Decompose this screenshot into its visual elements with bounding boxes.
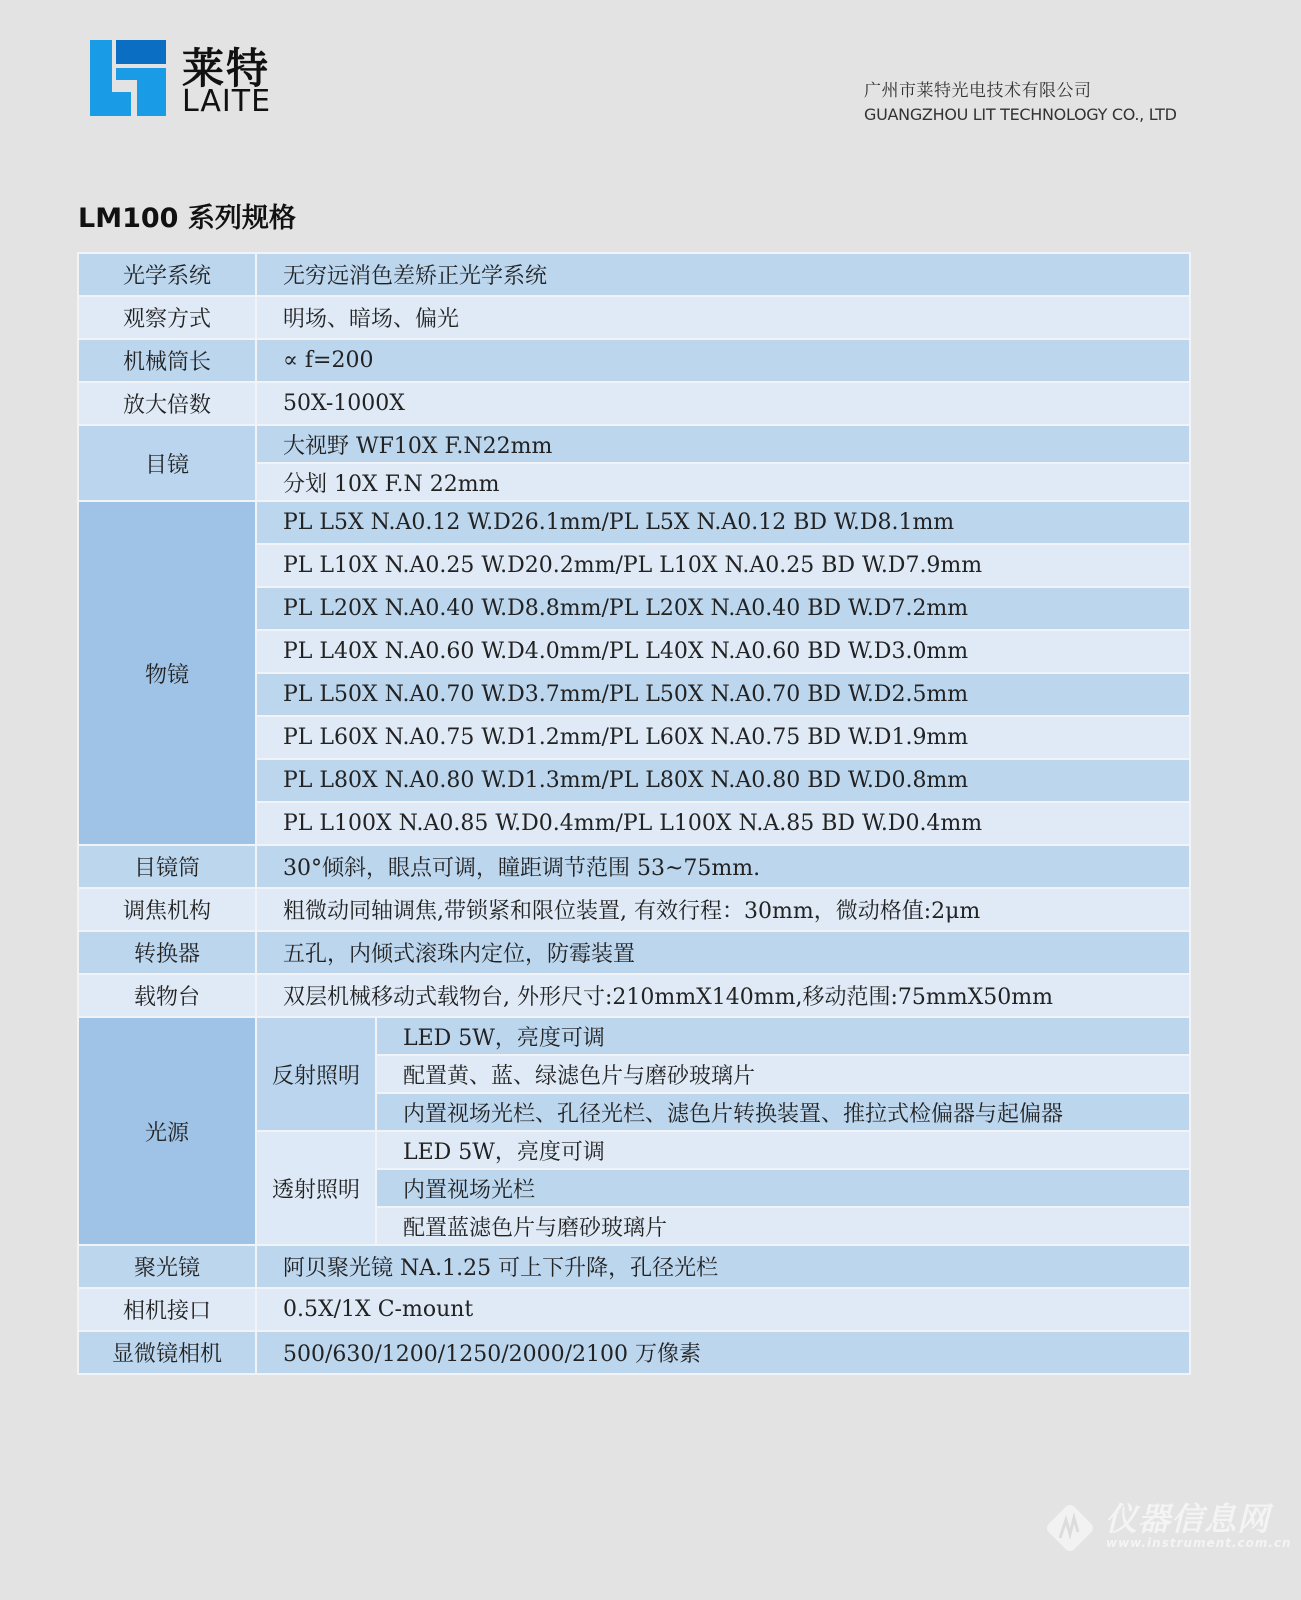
- row-value: PL L60X N.A0.75 W.D1.2mm/PL L60X N.A0.75 BD W.D1.9mm: [257, 717, 1189, 758]
- row-value: PL L10X N.A0.25 W.D20.2mm/PL L10X N.A0.25 BD W.D7.9mm: [257, 545, 1189, 586]
- row-value: 内置视场光栏: [377, 1170, 1189, 1206]
- row-value: ∝ f=200: [257, 340, 1189, 381]
- row-label: 载物台: [79, 975, 255, 1016]
- table-row: [79, 383, 1189, 424]
- watermark: [1040, 1490, 1292, 1570]
- table-row: [79, 889, 1189, 930]
- row-label: 目镜: [79, 426, 255, 500]
- table-row: [79, 846, 1189, 887]
- row-value: 双层机械移动式载物台, 外形尺寸:210mmX140mm,移动范围:75mmX50mm: [257, 975, 1189, 1016]
- row-value: LED 5W，亮度可调: [377, 1132, 1189, 1168]
- watermark-text-cn: 仪器信息网: [1105, 1500, 1271, 1538]
- sub-label: 透射照明: [257, 1132, 375, 1244]
- table-row: [79, 932, 1189, 973]
- row-value: 配置蓝滤色片与磨砂玻璃片: [377, 1208, 1189, 1244]
- company-name-en: GUANGZHOU LIT TECHNOLOGY CO., LTD: [864, 105, 1177, 124]
- row-value: PL L50X N.A0.70 W.D3.7mm/PL L50X N.A0.70 BD W.D2.5mm: [257, 674, 1189, 715]
- table-row: [79, 297, 1189, 338]
- table-row: [79, 1289, 1189, 1330]
- row-value: 0.5X/1X C-mount: [257, 1289, 1189, 1330]
- row-value: LED 5W，亮度可调: [377, 1018, 1189, 1054]
- row-value: 大视野 WF10X F.N22mm: [257, 426, 1189, 462]
- table-row: [79, 1246, 1189, 1287]
- page-title: LM100 系列规格: [78, 203, 296, 234]
- table-row: [79, 1332, 1189, 1373]
- row-label: 机械筒长: [79, 340, 255, 381]
- row-value: 内置视场光栏、孔径光栏、滤色片转换装置、推拉式检偏器与起偏器: [377, 1094, 1189, 1130]
- table-row: [79, 1018, 1189, 1054]
- company-name: [864, 76, 1177, 124]
- row-value: 粗微动同轴调焦,带锁紧和限位装置, 有效行程：30mm，微动格值:2μm: [257, 889, 1189, 930]
- logo-text-en: LAITE: [182, 84, 272, 119]
- row-label: 光学系统: [79, 254, 255, 295]
- row-value: 阿贝聚光镜 NA.1.25 可上下升降，孔径光栏: [257, 1246, 1189, 1287]
- row-label: 光源: [79, 1018, 255, 1244]
- row-label: 转换器: [79, 932, 255, 973]
- spec-table: [77, 252, 1191, 1375]
- row-label: 观察方式: [79, 297, 255, 338]
- row-value: PL L100X N.A0.85 W.D0.4mm/PL L100X N.A.85 BD W.D0.4mm: [257, 803, 1189, 844]
- table-row: [79, 502, 1189, 543]
- row-value: PL L5X N.A0.12 W.D26.1mm/PL L5X N.A0.12 BD W.D8.1mm: [257, 502, 1189, 543]
- logo-text-cn: 莱特: [182, 44, 271, 93]
- row-label: 目镜筒: [79, 846, 255, 887]
- table-row: [79, 426, 1189, 462]
- row-value: 50X-1000X: [257, 383, 1189, 424]
- row-value: 分划 10X F.N 22mm: [257, 464, 1189, 500]
- sub-label: 反射照明: [257, 1018, 375, 1130]
- row-value: 无穷远消色差矫正光学系统: [257, 254, 1189, 295]
- table-row: [79, 340, 1189, 381]
- row-value: PL L20X N.A0.40 W.D8.8mm/PL L20X N.A0.40 BD W.D7.2mm: [257, 588, 1189, 629]
- row-label: 调焦机构: [79, 889, 255, 930]
- table-row: [79, 254, 1189, 295]
- row-label: 聚光镜: [79, 1246, 255, 1287]
- row-value: 配置黄、蓝、绿滤色片与磨砂玻璃片: [377, 1056, 1189, 1092]
- row-value: 30°倾斜，眼点可调，瞳距调节范围 53~75mm.: [257, 846, 1189, 887]
- row-value: 五孔，内倾式滚珠内定位，防霉装置: [257, 932, 1189, 973]
- watermark-text-en: www.instrument.com.cn: [1106, 1536, 1292, 1550]
- row-label: 放大倍数: [79, 383, 255, 424]
- laite-logo-icon: [90, 40, 166, 116]
- row-label: 显微镜相机: [79, 1332, 255, 1373]
- row-value: PL L80X N.A0.80 W.D1.3mm/PL L80X N.A0.80 BD W.D0.8mm: [257, 760, 1189, 801]
- company-logo: [90, 40, 300, 118]
- row-value: 明场、暗场、偏光: [257, 297, 1189, 338]
- row-value: PL L40X N.A0.60 W.D4.0mm/PL L40X N.A0.60 BD W.D3.0mm: [257, 631, 1189, 672]
- row-label: 相机接口: [79, 1289, 255, 1330]
- company-name-cn: 广州市莱特光电技术有限公司: [864, 81, 1092, 101]
- row-label: 物镜: [79, 502, 255, 844]
- row-value: 500/630/1200/1250/2000/2100 万像素: [257, 1332, 1189, 1373]
- instrument-logo-icon: [1040, 1498, 1100, 1558]
- table-row: [79, 975, 1189, 1016]
